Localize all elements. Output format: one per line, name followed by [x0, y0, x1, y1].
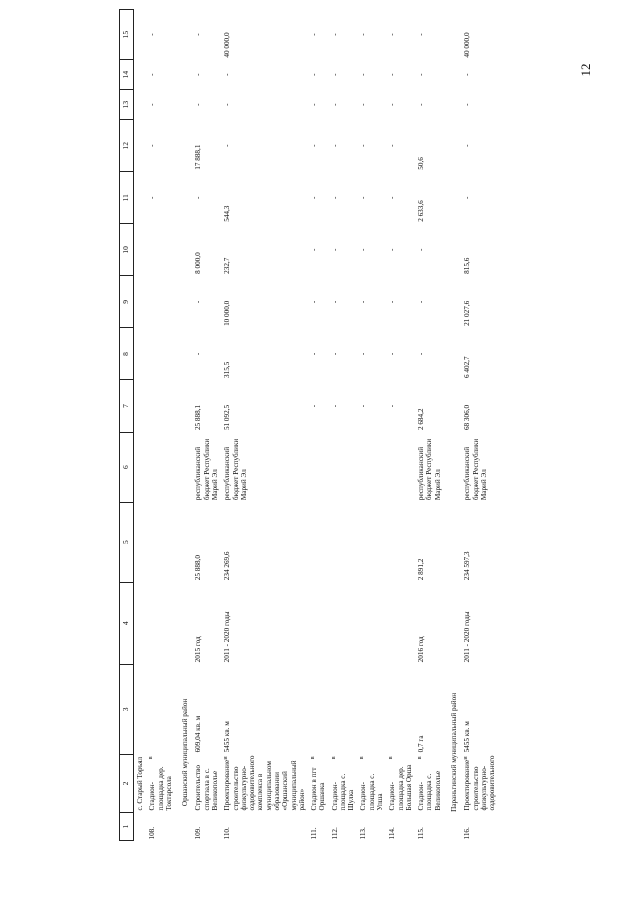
table-row	[308, 10, 329, 841]
table-cell	[329, 432, 358, 502]
empty-cell	[444, 432, 461, 502]
table-cell	[357, 664, 386, 754]
table-cell: 2011 - 2020 годы	[223, 611, 232, 663]
table-cell	[134, 60, 147, 90]
table-cell: 40 000,0	[223, 32, 232, 58]
row-number	[134, 812, 147, 840]
empty-cell	[444, 120, 461, 172]
object-name-text: Проектирование строительство физкультурно-оздоровительного комплекса в муниципальном образовании «Оршанский муниципальный район»	[223, 755, 306, 811]
table-cell: -	[359, 33, 368, 36]
table-cell	[134, 224, 147, 276]
object-name	[329, 754, 358, 812]
table-cell: -	[463, 196, 472, 199]
table-row	[192, 10, 221, 841]
table-cell: 2 633,6	[417, 200, 426, 222]
column-header: 6	[120, 432, 134, 502]
table-cell: 234 597,3	[463, 551, 472, 581]
table-cell	[134, 432, 147, 502]
table-cell	[134, 10, 147, 60]
table-row	[221, 10, 308, 841]
table-cell	[308, 664, 329, 754]
table-cell: 2011 - 2020 годы	[463, 611, 472, 663]
table-row	[146, 10, 175, 841]
table-cell: 25 888,1	[194, 404, 203, 431]
table-cell	[146, 380, 175, 432]
table-cell: -	[330, 248, 339, 252]
header-row	[120, 10, 134, 841]
table-cell: 2 891,2	[417, 558, 426, 581]
section-title: Оршанский муниципальный район	[181, 698, 190, 807]
row-mark: в	[359, 756, 366, 760]
table-cell	[386, 432, 415, 502]
table-cell	[146, 582, 175, 664]
row-mark: в	[330, 756, 337, 760]
object-name	[146, 754, 175, 812]
table-cell	[134, 90, 147, 120]
empty-cell	[175, 120, 192, 172]
table-cell	[134, 120, 147, 172]
table-cell: -	[388, 248, 397, 252]
table-cell: 5455 кв. м	[223, 721, 232, 753]
table-cell: 50,6	[417, 157, 426, 170]
table-cell	[329, 664, 358, 754]
table-cell: -	[310, 248, 319, 252]
object-name-text: Стадион-площадка с. Великополье	[417, 770, 442, 811]
rotated-table	[119, 9, 599, 841]
table-cell: -	[417, 248, 426, 252]
table-container	[119, 9, 599, 841]
table-cell	[146, 276, 175, 328]
table-cell	[146, 328, 175, 380]
table-cell	[308, 432, 329, 502]
empty-cell	[444, 380, 461, 432]
table-cell	[146, 664, 175, 754]
table-cell: -	[148, 196, 157, 199]
column-header: 4	[120, 582, 134, 664]
table-cell: 232,7	[223, 257, 232, 274]
table-cell: -	[148, 144, 157, 147]
empty-cell	[175, 10, 192, 60]
table-cell: республиканский бюджет Республики Марий Эл	[463, 438, 488, 501]
table-cell	[308, 582, 329, 664]
table-cell: -	[310, 404, 319, 408]
table-cell: -	[310, 196, 319, 199]
column-header: 11	[120, 172, 134, 224]
row-mark: и	[463, 756, 470, 760]
table-cell: -	[359, 300, 368, 304]
table-cell: -	[310, 300, 319, 304]
table-body	[134, 10, 499, 841]
row-number: 109.	[194, 826, 203, 840]
table-cell: -	[359, 144, 368, 147]
empty-cell	[175, 276, 192, 328]
table-cell: -	[463, 144, 472, 147]
table-row	[386, 10, 415, 841]
table-cell: 21 027,6	[463, 300, 472, 326]
row-number: 111.	[310, 827, 319, 840]
page-number: 12	[578, 63, 593, 77]
empty-cell	[175, 60, 192, 90]
table-cell: -	[417, 73, 426, 76]
object-name	[192, 754, 221, 812]
table-cell: 234 269,6	[223, 551, 232, 581]
table-cell	[357, 502, 386, 582]
table-cell	[357, 582, 386, 664]
table-cell: 5455 кв. м	[463, 721, 472, 753]
row-number: 115.	[417, 827, 426, 840]
table-cell	[386, 582, 415, 664]
table-cell: республиканский бюджет Республики Марий Эл	[194, 438, 219, 501]
table-cell: -	[359, 103, 368, 106]
object-name	[221, 754, 308, 812]
table-cell	[357, 432, 386, 502]
object-name	[461, 754, 498, 812]
table-cell: республиканский бюджет Республики Марий Эл	[417, 438, 442, 501]
empty-cell	[444, 90, 461, 120]
table-cell: -	[388, 73, 397, 76]
row-number: 112.	[330, 827, 339, 840]
table-cell	[146, 224, 175, 276]
table-cell: -	[359, 352, 368, 356]
empty-cell	[175, 380, 192, 432]
table-cell: -	[417, 300, 426, 304]
table-cell: 315,5	[223, 361, 232, 378]
data-table	[119, 9, 498, 841]
table-cell: 51 092,5	[223, 404, 232, 431]
table-cell	[308, 502, 329, 582]
table-cell: 0,7 га	[417, 735, 426, 753]
table-cell: 544,3	[223, 205, 232, 222]
table-cell: -	[330, 144, 339, 147]
table-cell: -	[310, 144, 319, 147]
column-header: 12	[120, 120, 134, 172]
table-cell: 17 888,1	[194, 144, 203, 170]
empty-cell	[444, 502, 461, 582]
column-header: 14	[120, 60, 134, 90]
row-number: 108.	[148, 826, 157, 840]
table-cell: -	[194, 73, 203, 76]
table-cell	[386, 664, 415, 754]
table-cell: -	[330, 404, 339, 408]
empty-cell	[175, 582, 192, 664]
column-header: 2	[120, 754, 134, 812]
table-cell: -	[194, 103, 203, 106]
table-cell: 6 402,7	[463, 356, 472, 378]
column-header: 15	[120, 10, 134, 60]
object-name	[134, 754, 147, 812]
table-cell: -	[223, 144, 232, 147]
empty-cell	[444, 582, 461, 664]
object-name-text: Стадион-площадка дер. Токтарсола	[148, 766, 173, 811]
empty-cell	[444, 10, 461, 60]
table-cell: -	[463, 103, 472, 106]
table-cell: 2016 год	[417, 636, 426, 663]
column-header: 7	[120, 380, 134, 432]
table-cell: 609,04 кв. м	[194, 715, 203, 753]
row-mark: в	[148, 756, 155, 760]
row-number: 114.	[388, 827, 397, 840]
table-cell: -	[388, 352, 397, 356]
column-header: 13	[120, 90, 134, 120]
table-cell: -	[310, 33, 319, 36]
table-row	[461, 10, 498, 841]
table-cell: -	[148, 33, 157, 36]
table-cell	[134, 502, 147, 582]
table-cell: 2015 год	[194, 636, 203, 663]
table-cell: -	[330, 352, 339, 356]
table-cell	[329, 502, 358, 582]
object-name-text: Строительство спортзала в с. Великополье	[194, 765, 219, 811]
empty-cell	[175, 172, 192, 224]
row-number: 113.	[359, 827, 368, 840]
table-cell	[146, 432, 175, 502]
row-mark: и	[223, 756, 230, 760]
table-cell: 40 000,0	[463, 32, 472, 58]
column-header: 1	[120, 812, 134, 840]
table-cell	[134, 664, 147, 754]
empty-cell	[175, 328, 192, 380]
table-cell: 8 000,0	[194, 252, 203, 274]
table-cell: республиканский бюджет Республики Марий Эл	[223, 438, 248, 501]
empty-cell	[444, 276, 461, 328]
column-header: 9	[120, 276, 134, 328]
table-cell	[134, 172, 147, 224]
empty-cell	[175, 502, 192, 582]
object-name-text: Проектирование строительство физкультурно-оздоровительного	[463, 755, 497, 811]
table-cell: -	[330, 300, 339, 304]
table-cell: -	[223, 103, 232, 106]
table-cell	[134, 582, 147, 664]
table-cell: -	[223, 73, 232, 76]
table-cell: -	[310, 73, 319, 76]
table-cell: -	[388, 300, 397, 304]
section-row	[444, 10, 461, 841]
empty-cell	[175, 432, 192, 502]
table-cell: -	[194, 352, 203, 356]
object-name	[357, 754, 386, 812]
table-cell	[146, 502, 175, 582]
section-row	[175, 10, 192, 841]
table-row	[415, 10, 444, 841]
table-cell: -	[330, 33, 339, 36]
row-number: 110.	[223, 827, 232, 840]
table-cell: -	[359, 248, 368, 252]
table-row	[329, 10, 358, 841]
table-cell: -	[463, 73, 472, 76]
table-cell	[329, 582, 358, 664]
object-name-text: с. Старый Торъял	[136, 756, 144, 811]
object-name	[308, 754, 329, 812]
table-cell: -	[194, 33, 203, 36]
empty-cell	[444, 328, 461, 380]
table-cell	[386, 502, 415, 582]
table-cell	[134, 328, 147, 380]
object-name	[415, 754, 444, 812]
table-cell: 25 888,0	[194, 555, 203, 581]
empty-cell	[175, 224, 192, 276]
column-header: 10	[120, 224, 134, 276]
table-cell: 2 684,2	[417, 408, 426, 431]
column-header: 8	[120, 328, 134, 380]
object-name	[386, 754, 415, 812]
table-cell: 815,6	[463, 257, 472, 274]
table-row	[357, 10, 386, 841]
object-name-text: Стадион-площадка с. Упша	[359, 773, 385, 811]
table-cell: -	[359, 73, 368, 76]
table-cell: -	[310, 352, 319, 356]
table-cell: -	[417, 352, 426, 356]
table-cell: -	[330, 73, 339, 76]
column-header: 3	[120, 664, 134, 754]
object-name-text: Стадион в пгт Оршанка	[310, 767, 327, 811]
table-cell: 10 000,0	[223, 300, 232, 326]
object-name-text: Стадион-площадка дер. Большая Орша	[388, 764, 413, 811]
table-cell: -	[388, 404, 397, 408]
section-title: Параньгинский муниципальный район	[450, 692, 458, 812]
empty-cell	[175, 90, 192, 120]
table-cell: -	[148, 103, 157, 106]
table-cell	[134, 380, 147, 432]
table-cell: -	[194, 196, 203, 199]
empty-cell	[444, 224, 461, 276]
table-cell: -	[330, 103, 339, 106]
table-cell: -	[388, 103, 397, 106]
table-cell: -	[310, 103, 319, 106]
table-cell: -	[388, 33, 397, 36]
empty-cell	[444, 60, 461, 90]
table-cell: -	[194, 300, 203, 304]
table-cell: -	[330, 196, 339, 199]
row-mark: в	[388, 756, 395, 760]
row-mark: в	[310, 756, 317, 760]
table-cell: -	[148, 73, 157, 76]
table-cell: -	[388, 196, 397, 199]
column-header: 5	[120, 502, 134, 582]
table-cell: -	[359, 196, 368, 199]
table-cell: -	[417, 103, 426, 106]
table-cell: -	[388, 144, 397, 147]
table-cell: -	[359, 404, 368, 408]
table-row	[134, 10, 147, 841]
empty-cell	[444, 172, 461, 224]
object-name-text: Стадион-площадка с. Шулка	[330, 773, 356, 811]
row-number: 116.	[463, 827, 472, 840]
table-cell	[134, 276, 147, 328]
table-cell: -	[417, 33, 426, 36]
table-cell: 68 306,0	[463, 404, 472, 431]
row-mark: в	[417, 756, 424, 760]
